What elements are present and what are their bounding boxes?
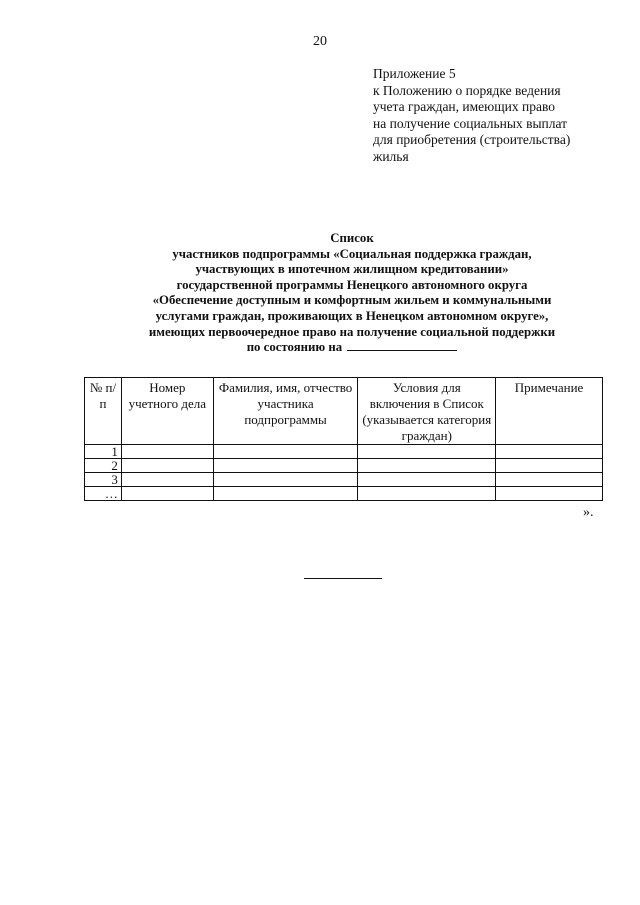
date-label: по состоянию на bbox=[246, 340, 343, 355]
heading-line: участников подпрограммы «Социальная поддержка граждан, bbox=[172, 246, 532, 261]
heading-line: услугами граждан, проживающих в Ненецком автономном округе», bbox=[155, 308, 549, 323]
table-cell bbox=[358, 487, 496, 501]
appendix-line: учета граждан, имеющих право bbox=[373, 99, 555, 114]
table-cell bbox=[121, 445, 213, 459]
column-header-case-number: Номер учетного дела bbox=[121, 378, 213, 445]
appendix-line: жилья bbox=[373, 148, 409, 164]
heading-line: «Обеспечение доступным и комфортным жильем и коммунальными bbox=[152, 293, 552, 308]
column-header-number: № п/п bbox=[85, 378, 122, 445]
table-row bbox=[85, 445, 603, 459]
end-divider bbox=[304, 578, 382, 579]
table-cell-number: 2 bbox=[85, 459, 122, 473]
table-cell bbox=[496, 487, 603, 501]
appendix-line: на получение социальных выплат bbox=[373, 115, 568, 131]
table-cell bbox=[496, 473, 603, 487]
table-cell bbox=[121, 473, 213, 487]
table-row bbox=[85, 459, 603, 473]
table-cell bbox=[358, 445, 496, 459]
list-title: Список bbox=[330, 231, 374, 245]
table-cell bbox=[213, 473, 358, 487]
appendix-note bbox=[373, 66, 623, 165]
participants-table bbox=[84, 377, 603, 501]
heading-line: государственной программы Ненецкого автономного округа bbox=[176, 277, 528, 292]
table-cell bbox=[358, 473, 496, 487]
appendix-line: Приложение 5 bbox=[373, 66, 456, 81]
heading-line: имеющих первоочередное право на получение социальной поддержки bbox=[148, 324, 556, 339]
table-cell-number: 1 bbox=[85, 445, 122, 459]
table-header-row bbox=[85, 378, 603, 445]
column-header-full-name: Фамилия, имя, отчество участника подпрограммы bbox=[213, 378, 358, 445]
table-cell bbox=[121, 487, 213, 501]
table-cell bbox=[496, 459, 603, 473]
page-number: 20 bbox=[313, 34, 327, 49]
closing-quote: ». bbox=[583, 505, 594, 520]
table-cell bbox=[213, 487, 358, 501]
table-cell bbox=[358, 459, 496, 473]
table-cell bbox=[213, 459, 358, 473]
appendix-line: для приобретения (строительства) bbox=[373, 132, 571, 147]
list-heading bbox=[0, 231, 640, 356]
table-cell bbox=[496, 445, 603, 459]
date-blank bbox=[347, 340, 457, 351]
column-header-conditions: Условия для включения в Список (указывается категория граждан) bbox=[358, 378, 496, 445]
table-cell-number: … bbox=[85, 487, 122, 501]
heading-line: участвующих в ипотечном жилищном кредитовании» bbox=[195, 262, 509, 277]
table-cell bbox=[121, 459, 213, 473]
appendix-line: к Положению о порядке ведения bbox=[373, 82, 561, 98]
table-row bbox=[85, 473, 603, 487]
column-header-note: Примечание bbox=[496, 378, 603, 445]
table-cell bbox=[213, 445, 358, 459]
table-row bbox=[85, 487, 603, 501]
table-cell-number: 3 bbox=[85, 473, 122, 487]
date-line bbox=[0, 340, 640, 356]
